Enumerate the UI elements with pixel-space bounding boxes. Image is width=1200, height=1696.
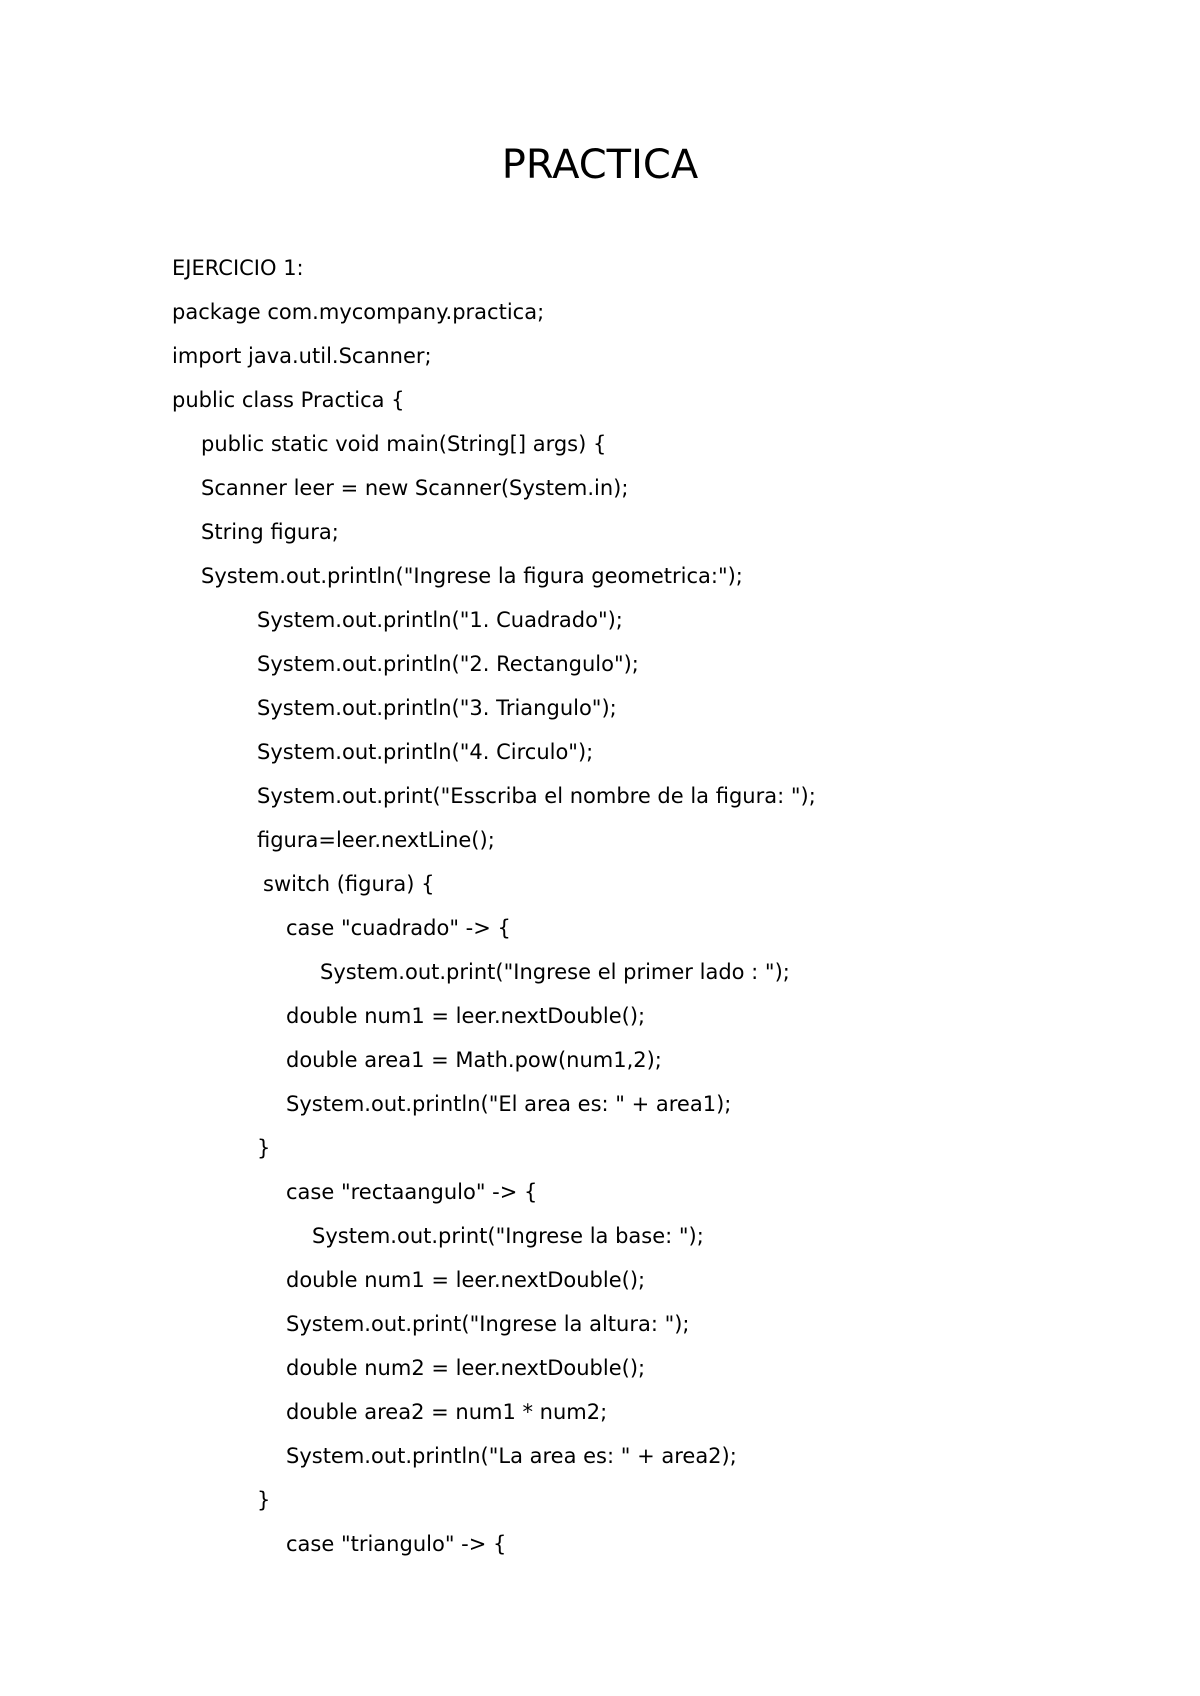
code-line: double num1 = leer.nextDouble(); xyxy=(286,1268,646,1292)
code-line: } xyxy=(257,1136,271,1160)
code-line: System.out.print("Esscriba el nombre de la figura: "); xyxy=(257,784,816,808)
code-line: System.out.println("4. Circulo"); xyxy=(257,740,594,764)
code-line: case "cuadrado" -> { xyxy=(286,916,511,940)
code-line: double num2 = leer.nextDouble(); xyxy=(286,1356,646,1380)
code-line: System.out.println("2. Rectangulo"); xyxy=(257,652,639,676)
page-title: PRACTICA xyxy=(501,142,699,188)
code-line: System.out.println("La area es: " + area2); xyxy=(286,1444,737,1468)
code-line: } xyxy=(257,1488,271,1512)
code-line: case "triangulo" -> { xyxy=(286,1532,507,1556)
code-line: System.out.println("3. Triangulo"); xyxy=(257,696,617,720)
code-line: double num1 = leer.nextDouble(); xyxy=(286,1004,646,1028)
code-line: import java.util.Scanner; xyxy=(172,344,432,368)
code-listing xyxy=(0,253,1200,1573)
code-line: figura=leer.nextLine(); xyxy=(257,828,495,852)
code-line: String figura; xyxy=(201,520,339,544)
code-line: System.out.print("Ingrese la altura: "); xyxy=(286,1312,690,1336)
code-line: case "rectaangulo" -> { xyxy=(286,1180,538,1204)
code-line: switch (figura) { xyxy=(263,872,435,896)
code-line: package com.mycompany.practica; xyxy=(172,300,545,324)
code-line: System.out.println("1. Cuadrado"); xyxy=(257,608,623,632)
code-line: double area1 = Math.pow(num1,2); xyxy=(286,1048,662,1072)
code-line: Scanner leer = new Scanner(System.in); xyxy=(201,476,629,500)
code-line: EJERCICIO 1: xyxy=(172,256,304,280)
code-line: System.out.print("Ingrese la base: "); xyxy=(312,1224,704,1248)
code-line: public static void main(String[] args) { xyxy=(201,432,607,456)
code-line: System.out.println("El area es: " + area1); xyxy=(286,1092,732,1116)
code-line: System.out.print("Ingrese el primer lado : "); xyxy=(320,960,790,984)
code-line: double area2 = num1 * num2; xyxy=(286,1400,608,1424)
code-line: public class Practica { xyxy=(172,388,405,412)
code-line: System.out.println("Ingrese la figura geometrica:"); xyxy=(201,564,743,588)
